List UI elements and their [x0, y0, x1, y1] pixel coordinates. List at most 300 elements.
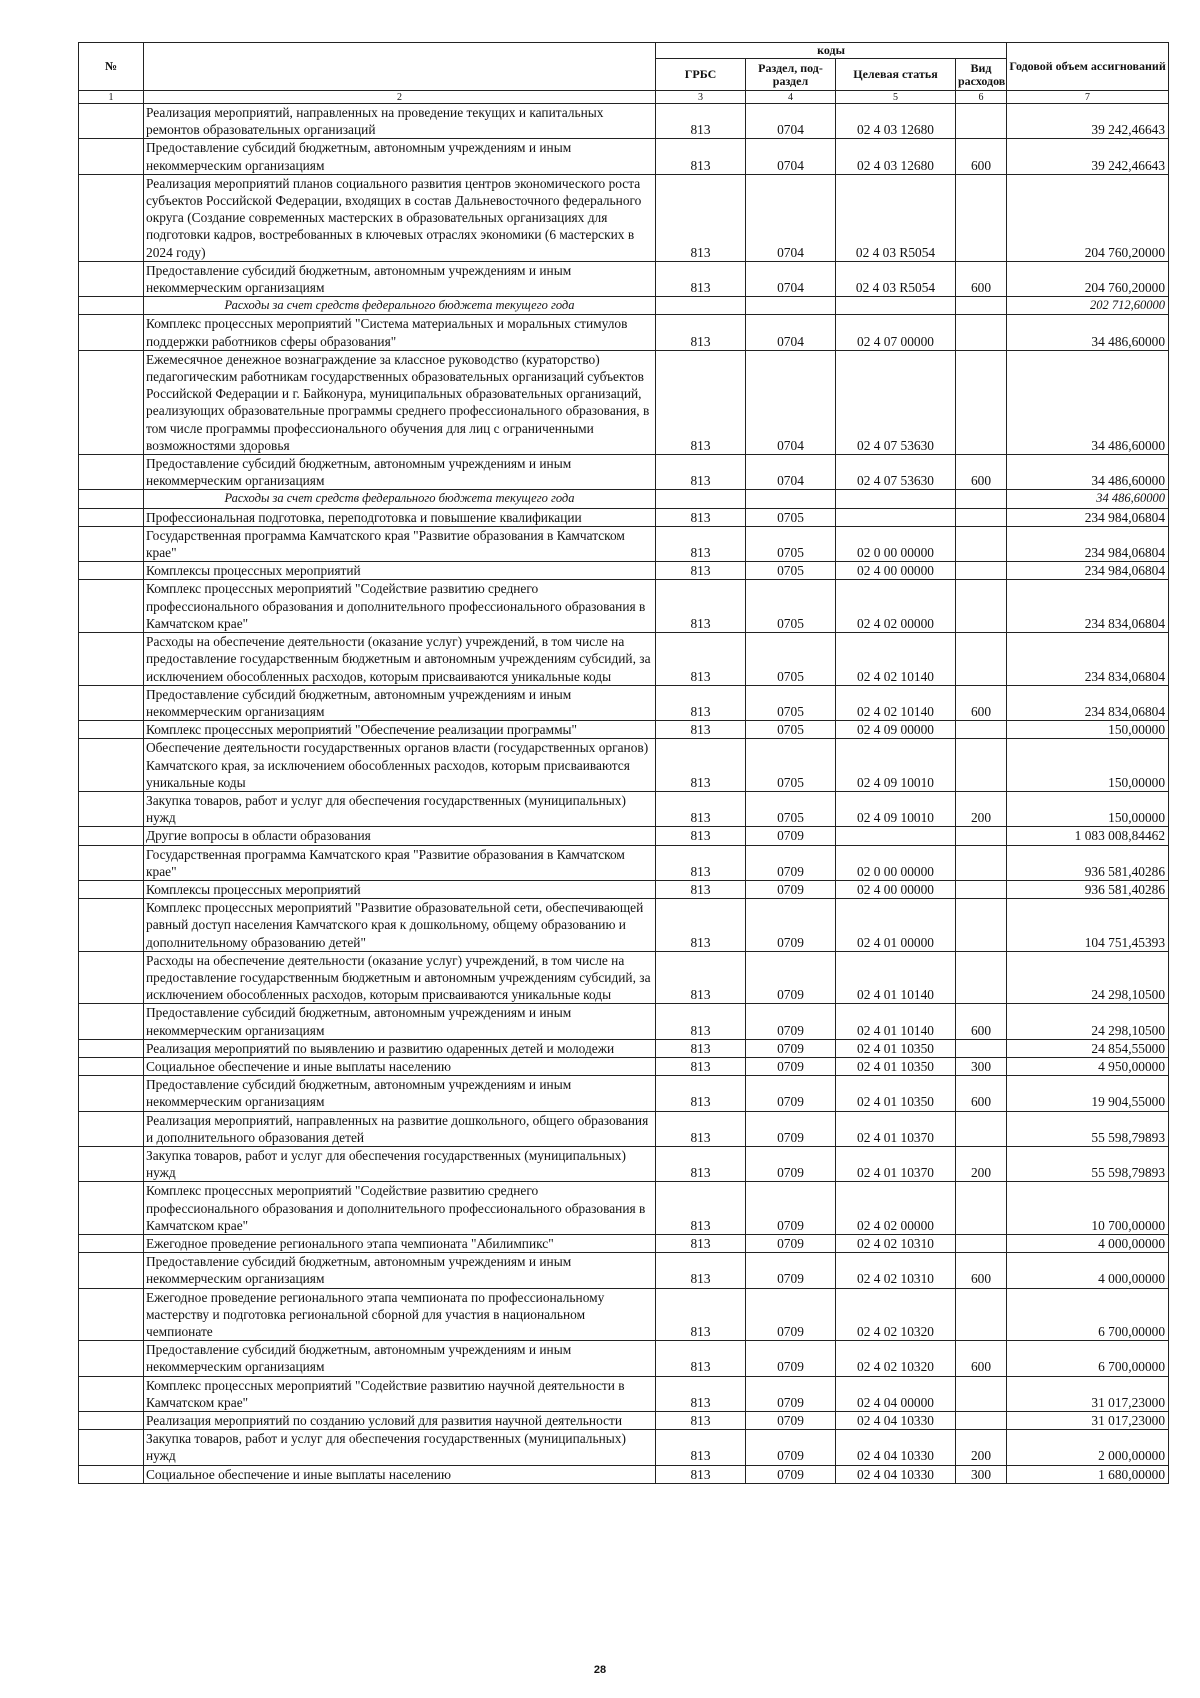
row-grbs: 813 [656, 1288, 746, 1341]
table-row [79, 1430, 1169, 1465]
row-target: 02 4 02 00000 [836, 1182, 956, 1235]
row-grbs: 813 [656, 508, 746, 526]
row-target: 02 4 02 10320 [836, 1288, 956, 1341]
row-number-cell [79, 1288, 144, 1341]
row-number-cell [79, 685, 144, 720]
row-grbs: 813 [656, 899, 746, 952]
row-section: 0709 [746, 1146, 836, 1181]
row-number-cell [79, 1465, 144, 1483]
row-name: Предоставление субсидий бюджетным, автономным учреждениям и иным некоммерческим организациям [144, 261, 656, 296]
row-name: Закупка товаров, работ и услуг для обеспечения государственных (муниципальных) нужд [144, 1430, 656, 1465]
row-type [956, 1235, 1007, 1253]
row-type: 600 [956, 139, 1007, 174]
row-type: 600 [956, 1341, 1007, 1376]
table-row [79, 1039, 1169, 1057]
row-section: 0709 [746, 1111, 836, 1146]
row-target [836, 827, 956, 845]
header-codes: коды [656, 43, 1007, 59]
row-type [956, 508, 1007, 526]
row-target [836, 297, 956, 315]
row-name: Предоставление субсидий бюджетным, автономным учреждениям и иным некоммерческим организациям [144, 1076, 656, 1111]
row-name: Предоставление субсидий бюджетным, автономным учреждениям и иным некоммерческим организациям [144, 455, 656, 490]
row-grbs: 813 [656, 633, 746, 686]
row-amount: 24 298,10500 [1007, 951, 1169, 1004]
row-section: 0709 [746, 1076, 836, 1111]
row-name: Комплексы процессных мероприятий [144, 562, 656, 580]
table-row [79, 739, 1169, 792]
row-grbs: 813 [656, 1076, 746, 1111]
row-number-cell [79, 1146, 144, 1181]
table-row [79, 1376, 1169, 1411]
row-name: Комплексы процессных мероприятий [144, 880, 656, 898]
row-grbs: 813 [656, 562, 746, 580]
row-grbs: 813 [656, 951, 746, 1004]
row-name: Предоставление субсидий бюджетным, автономным учреждениям и иным некоммерческим организациям [144, 139, 656, 174]
row-number-cell [79, 1235, 144, 1253]
row-number-cell [79, 297, 144, 315]
row-number-cell [79, 1341, 144, 1376]
table-row [79, 880, 1169, 898]
row-target: 02 4 01 10350 [836, 1076, 956, 1111]
row-amount: 24 854,55000 [1007, 1039, 1169, 1057]
table-row [79, 1465, 1169, 1483]
col-number-4: 4 [746, 91, 836, 104]
row-grbs: 813 [656, 1146, 746, 1181]
row-section: 0704 [746, 315, 836, 350]
row-grbs: 813 [656, 526, 746, 561]
table-row [79, 526, 1169, 561]
table-row [79, 633, 1169, 686]
row-section: 0709 [746, 1376, 836, 1411]
row-target: 02 4 01 00000 [836, 899, 956, 952]
row-grbs: 813 [656, 1004, 746, 1039]
row-name: Ежегодное проведение регионального этапа чемпионата по профессиональному мастерству и подготовка региональной сборной для участия в национальном чемпионате [144, 1288, 656, 1341]
row-number-cell [79, 791, 144, 826]
row-grbs: 813 [656, 1341, 746, 1376]
row-number-cell [79, 490, 144, 508]
table-body [79, 104, 1169, 1484]
row-grbs: 813 [656, 1376, 746, 1411]
table-header [79, 43, 1169, 104]
row-name: Комплекс процессных мероприятий "Содействие развитию научной деятельности в Камчатском крае" [144, 1376, 656, 1411]
row-section: 0704 [746, 104, 836, 139]
table-row [79, 845, 1169, 880]
row-amount: 39 242,46643 [1007, 139, 1169, 174]
row-type [956, 1288, 1007, 1341]
row-amount: 150,00000 [1007, 791, 1169, 826]
table-row [79, 1004, 1169, 1039]
table-row [79, 580, 1169, 633]
row-section: 0709 [746, 951, 836, 1004]
row-amount: 1 083 008,84462 [1007, 827, 1169, 845]
row-name: Государственная программа Камчатского края "Развитие образования в Камчатском крае" [144, 845, 656, 880]
row-section: 0709 [746, 1182, 836, 1235]
row-amount: 936 581,40286 [1007, 845, 1169, 880]
row-number-cell [79, 139, 144, 174]
row-type [956, 104, 1007, 139]
row-type: 600 [956, 455, 1007, 490]
row-section: 0704 [746, 350, 836, 454]
row-number-cell [79, 508, 144, 526]
row-amount: 34 486,60000 [1007, 315, 1169, 350]
row-name: Комплекс процессных мероприятий "Развитие образовательной сети, обеспечивающей равный доступ населения Камчатского края к дошкольному, общему образованию и дополнительному образованию детей" [144, 899, 656, 952]
row-section: 0709 [746, 1253, 836, 1288]
header-name [144, 43, 656, 91]
header-section: Раздел, под-раздел [746, 59, 836, 91]
row-target: 02 4 03 R5054 [836, 261, 956, 296]
table-row [79, 1146, 1169, 1181]
row-name: Комплекс процессных мероприятий "Содействие развитию среднего профессионального образования и дополнительного профессионального образования в Камчатском крае" [144, 580, 656, 633]
row-grbs: 813 [656, 261, 746, 296]
row-section: 0709 [746, 1288, 836, 1341]
row-number-cell [79, 104, 144, 139]
row-section: 0705 [746, 721, 836, 739]
row-type [956, 580, 1007, 633]
row-target: 02 4 02 10310 [836, 1235, 956, 1253]
row-grbs: 813 [656, 580, 746, 633]
table-row [79, 490, 1169, 508]
row-number-cell [79, 1253, 144, 1288]
row-number-cell [79, 845, 144, 880]
row-name: Социальное обеспечение и иные выплаты населению [144, 1465, 656, 1483]
row-name: Расходы за счет средств федерального бюджета текущего года [144, 297, 656, 315]
row-name: Реализация мероприятий по созданию условий для развития научной деятельности [144, 1412, 656, 1430]
row-target: 02 4 07 53630 [836, 350, 956, 454]
row-number-cell [79, 951, 144, 1004]
table-row [79, 297, 1169, 315]
table-row [79, 1076, 1169, 1111]
row-type [956, 951, 1007, 1004]
row-section: 0704 [746, 174, 836, 261]
header-target: Целевая статья [836, 59, 956, 91]
row-amount: 31 017,23000 [1007, 1412, 1169, 1430]
row-section: 0705 [746, 739, 836, 792]
row-type: 300 [956, 1465, 1007, 1483]
row-type: 200 [956, 791, 1007, 826]
row-type [956, 1039, 1007, 1057]
row-section: 0709 [746, 827, 836, 845]
row-grbs: 813 [656, 1039, 746, 1057]
row-name: Ежегодное проведение регионального этапа чемпионата "Абилимпикс" [144, 1235, 656, 1253]
row-name: Предоставление субсидий бюджетным, автономным учреждениям и иным некоммерческим организациям [144, 685, 656, 720]
row-amount: 39 242,46643 [1007, 104, 1169, 139]
header-num: № [79, 43, 144, 91]
row-section: 0709 [746, 845, 836, 880]
row-number-cell [79, 1039, 144, 1057]
row-grbs: 813 [656, 1412, 746, 1430]
row-type [956, 845, 1007, 880]
row-grbs: 813 [656, 174, 746, 261]
row-section: 0704 [746, 139, 836, 174]
row-number-cell [79, 350, 144, 454]
row-number-cell [79, 261, 144, 296]
row-grbs: 813 [656, 1430, 746, 1465]
row-name: Ежемесячное денежное вознаграждение за классное руководство (кураторство) педагогическим работникам государственных образовательных организаций субъектов Российской Федерации и г. Байконура, муниципальных образовательных организаций, реализующих образовательные программы среднего профессионального образования, в том числе программы профессионального обучения для лиц с ограниченными возможностями здоровья [144, 350, 656, 454]
budget-table-sheet [78, 42, 1168, 1484]
row-amount: 202 712,60000 [1007, 297, 1169, 315]
row-amount: 19 904,55000 [1007, 1076, 1169, 1111]
row-amount: 31 017,23000 [1007, 1376, 1169, 1411]
row-number-cell [79, 739, 144, 792]
row-number-cell [79, 1182, 144, 1235]
row-number-cell [79, 526, 144, 561]
col-number-1: 1 [79, 91, 144, 104]
row-number-cell [79, 455, 144, 490]
row-section: 0709 [746, 1004, 836, 1039]
row-target: 02 4 07 00000 [836, 315, 956, 350]
row-number-cell [79, 721, 144, 739]
row-number-cell [79, 1004, 144, 1039]
row-target: 02 4 04 10330 [836, 1465, 956, 1483]
row-name: Расходы на обеспечение деятельности (оказание услуг) учреждений, в том числе на предоставление государственным бюджетным и автономным учреждениям субсидий, за исключением обособленных расходов, которым присваиваются уникальные коды [144, 633, 656, 686]
row-amount: 104 751,45393 [1007, 899, 1169, 952]
row-section: 0704 [746, 455, 836, 490]
row-amount: 24 298,10500 [1007, 1004, 1169, 1039]
row-target: 02 4 03 12680 [836, 139, 956, 174]
row-number-cell [79, 880, 144, 898]
row-target: 02 4 04 10330 [836, 1430, 956, 1465]
row-grbs [656, 490, 746, 508]
budget-table [78, 42, 1169, 1484]
row-amount: 4 000,00000 [1007, 1235, 1169, 1253]
row-section: 0709 [746, 1412, 836, 1430]
table-row [79, 104, 1169, 139]
row-type: 600 [956, 1253, 1007, 1288]
row-type [956, 490, 1007, 508]
row-name: Реализация мероприятий по выявлению и развитию одаренных детей и молодежи [144, 1039, 656, 1057]
row-type [956, 174, 1007, 261]
row-type [956, 633, 1007, 686]
row-name: Закупка товаров, работ и услуг для обеспечения государственных (муниципальных) нужд [144, 791, 656, 826]
col-number-3: 3 [656, 91, 746, 104]
row-section [746, 297, 836, 315]
row-name: Реализация мероприятий планов социального развития центров экономического роста субъектов Российской Федерации, входящих в состав Дальневосточного федерального округа (Создание современных мастерских в образовательных организациях для подготовки кадров, востребованных в ключевых отраслях экономики (6 мастерских в 2024 году) [144, 174, 656, 261]
row-grbs: 813 [656, 1057, 746, 1075]
row-name: Расходы на обеспечение деятельности (оказание услуг) учреждений, в том числе на предоставление государственным бюджетным и автономным учреждениям субсидий, за исключением обособленных расходов, которым присваиваются уникальные коды [144, 951, 656, 1004]
row-number-cell [79, 1430, 144, 1465]
row-type: 600 [956, 261, 1007, 296]
row-grbs: 813 [656, 1465, 746, 1483]
row-amount: 234 834,06804 [1007, 580, 1169, 633]
row-number-cell [79, 315, 144, 350]
table-row [79, 508, 1169, 526]
row-target: 02 4 02 10310 [836, 1253, 956, 1288]
row-number-cell [79, 1057, 144, 1075]
row-target: 02 4 00 00000 [836, 880, 956, 898]
table-row [79, 899, 1169, 952]
row-number-cell [79, 1376, 144, 1411]
table-row [79, 791, 1169, 826]
table-row [79, 1111, 1169, 1146]
table-row [79, 1341, 1169, 1376]
row-amount: 2 000,00000 [1007, 1430, 1169, 1465]
row-grbs: 813 [656, 845, 746, 880]
row-type [956, 739, 1007, 792]
row-number-cell [79, 1111, 144, 1146]
table-row [79, 1235, 1169, 1253]
row-type: 600 [956, 1076, 1007, 1111]
row-section: 0705 [746, 508, 836, 526]
row-section: 0709 [746, 1430, 836, 1465]
row-name: Реализация мероприятий, направленных на проведение текущих и капитальных ремонтов образовательных организаций [144, 104, 656, 139]
row-name: Обеспечение деятельности государственных органов власти (государственных органов) Камчатского края, за исключением обособленных расходов, которым присваиваются уникальные коды [144, 739, 656, 792]
row-grbs: 813 [656, 104, 746, 139]
row-section [746, 490, 836, 508]
row-name: Предоставление субсидий бюджетным, автономным учреждениям и иным некоммерческим организациям [144, 1341, 656, 1376]
row-type: 600 [956, 1004, 1007, 1039]
row-grbs: 813 [656, 455, 746, 490]
row-number-cell [79, 1076, 144, 1111]
row-grbs: 813 [656, 880, 746, 898]
row-type: 200 [956, 1146, 1007, 1181]
row-target: 02 4 00 00000 [836, 562, 956, 580]
row-grbs: 813 [656, 1182, 746, 1235]
col-number-6: 6 [956, 91, 1007, 104]
row-number-cell [79, 1412, 144, 1430]
col-number-7: 7 [1007, 91, 1169, 104]
table-row [79, 261, 1169, 296]
row-target: 02 0 00 00000 [836, 845, 956, 880]
row-section: 0704 [746, 261, 836, 296]
table-row [79, 455, 1169, 490]
row-amount: 234 834,06804 [1007, 633, 1169, 686]
row-number-cell [79, 899, 144, 952]
row-name: Реализация мероприятий, направленных на развитие дошкольного, общего образования и дополнительного образования детей [144, 1111, 656, 1146]
row-type: 600 [956, 685, 1007, 720]
row-type [956, 350, 1007, 454]
table-row [79, 827, 1169, 845]
table-row [79, 1412, 1169, 1430]
row-name: Закупка товаров, работ и услуг для обеспечения государственных (муниципальных) нужд [144, 1146, 656, 1181]
row-amount: 10 700,00000 [1007, 1182, 1169, 1235]
row-type [956, 1182, 1007, 1235]
row-amount: 204 760,20000 [1007, 261, 1169, 296]
row-target: 02 4 01 10140 [836, 951, 956, 1004]
row-target: 02 4 03 12680 [836, 104, 956, 139]
row-target: 02 4 09 00000 [836, 721, 956, 739]
row-section: 0705 [746, 791, 836, 826]
row-target [836, 490, 956, 508]
table-row [79, 1182, 1169, 1235]
row-grbs: 813 [656, 827, 746, 845]
row-name: Предоставление субсидий бюджетным, автономным учреждениям и иным некоммерческим организациям [144, 1253, 656, 1288]
row-section: 0709 [746, 1057, 836, 1075]
table-row [79, 1057, 1169, 1075]
table-row [79, 685, 1169, 720]
row-type [956, 526, 1007, 561]
row-type [956, 721, 1007, 739]
row-name: Профессиональная подготовка, переподготовка и повышение квалификации [144, 508, 656, 526]
table-row [79, 139, 1169, 174]
row-type: 200 [956, 1430, 1007, 1465]
row-type [956, 1412, 1007, 1430]
row-target: 02 4 01 10350 [836, 1039, 956, 1057]
row-amount: 150,00000 [1007, 739, 1169, 792]
row-number-cell [79, 633, 144, 686]
row-target: 02 4 01 10370 [836, 1111, 956, 1146]
row-name: Предоставление субсидий бюджетным, автономным учреждениям и иным некоммерческим организациям [144, 1004, 656, 1039]
row-target: 02 4 01 10350 [836, 1057, 956, 1075]
row-type [956, 1111, 1007, 1146]
row-amount: 204 760,20000 [1007, 174, 1169, 261]
row-section: 0709 [746, 1341, 836, 1376]
table-row [79, 1288, 1169, 1341]
row-type: 300 [956, 1057, 1007, 1075]
row-type [956, 827, 1007, 845]
row-grbs: 813 [656, 315, 746, 350]
row-name: Социальное обеспечение и иные выплаты населению [144, 1057, 656, 1075]
row-grbs: 813 [656, 721, 746, 739]
row-amount: 150,00000 [1007, 721, 1169, 739]
table-row [79, 951, 1169, 1004]
row-number-cell [79, 827, 144, 845]
table-row [79, 350, 1169, 454]
table-row [79, 562, 1169, 580]
row-grbs: 813 [656, 791, 746, 826]
row-amount: 234 834,06804 [1007, 685, 1169, 720]
row-target: 02 0 00 00000 [836, 526, 956, 561]
row-type [956, 1376, 1007, 1411]
row-section: 0709 [746, 1039, 836, 1057]
row-name: Комплекс процессных мероприятий "Обеспечение реализации программы" [144, 721, 656, 739]
table-row [79, 1253, 1169, 1288]
row-target: 02 4 03 R5054 [836, 174, 956, 261]
row-grbs: 813 [656, 739, 746, 792]
row-section: 0709 [746, 899, 836, 952]
row-grbs: 813 [656, 1111, 746, 1146]
row-target: 02 4 02 00000 [836, 580, 956, 633]
row-section: 0705 [746, 526, 836, 561]
row-type [956, 562, 1007, 580]
row-grbs: 813 [656, 350, 746, 454]
row-target: 02 4 02 10140 [836, 633, 956, 686]
row-grbs [656, 297, 746, 315]
header-grbs: ГРБС [656, 59, 746, 91]
row-section: 0709 [746, 1235, 836, 1253]
table-row [79, 315, 1169, 350]
row-section: 0705 [746, 580, 836, 633]
row-amount: 34 486,60000 [1007, 350, 1169, 454]
row-grbs: 813 [656, 685, 746, 720]
row-name: Комплекс процессных мероприятий "Содействие развитию среднего профессионального образования и дополнительного профессионального образования в Камчатском крае" [144, 1182, 656, 1235]
row-number-cell [79, 580, 144, 633]
row-amount: 4 000,00000 [1007, 1253, 1169, 1288]
row-target: 02 4 09 10010 [836, 739, 956, 792]
row-amount: 6 700,00000 [1007, 1341, 1169, 1376]
row-type [956, 899, 1007, 952]
row-target: 02 4 01 10370 [836, 1146, 956, 1181]
col-number-2: 2 [144, 91, 656, 104]
header-type: Вид расходов [956, 59, 1007, 91]
row-target: 02 4 02 10140 [836, 685, 956, 720]
row-amount: 34 486,60000 [1007, 455, 1169, 490]
row-section: 0709 [746, 1465, 836, 1483]
row-target [836, 508, 956, 526]
row-amount: 234 984,06804 [1007, 508, 1169, 526]
row-name: Комплекс процессных мероприятий "Система материальных и моральных стимулов поддержки работников сферы образования" [144, 315, 656, 350]
row-target: 02 4 07 53630 [836, 455, 956, 490]
row-amount: 4 950,00000 [1007, 1057, 1169, 1075]
row-type [956, 315, 1007, 350]
table-row [79, 721, 1169, 739]
row-amount: 936 581,40286 [1007, 880, 1169, 898]
col-number-5: 5 [836, 91, 956, 104]
row-amount: 1 680,00000 [1007, 1465, 1169, 1483]
row-section: 0709 [746, 880, 836, 898]
row-grbs: 813 [656, 1253, 746, 1288]
row-grbs: 813 [656, 139, 746, 174]
row-target: 02 4 04 00000 [836, 1376, 956, 1411]
